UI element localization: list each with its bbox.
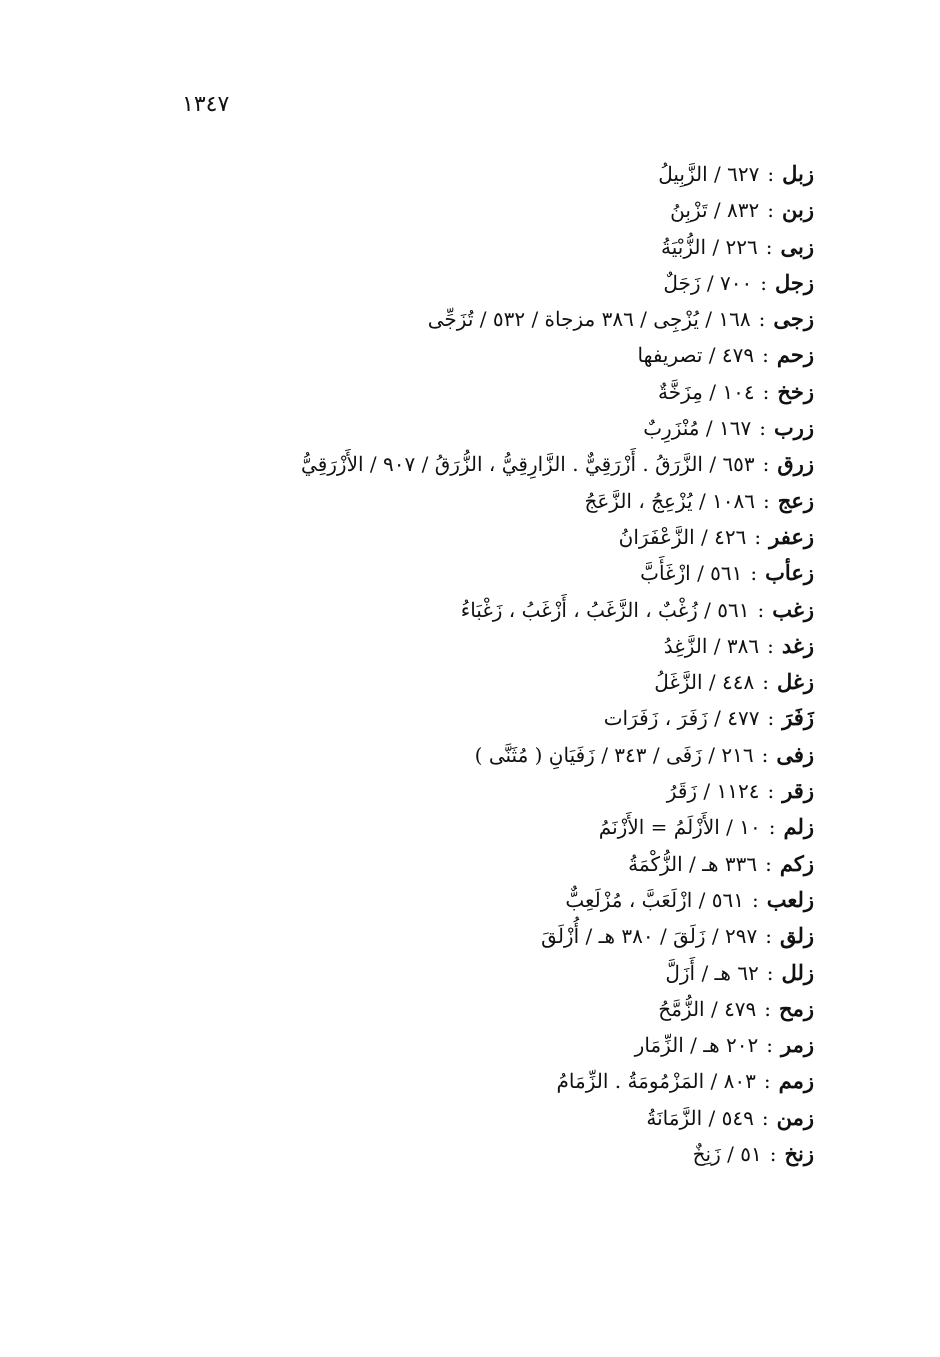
index-entry (94, 592, 814, 628)
index-entry (94, 192, 814, 228)
index-entry (94, 410, 814, 446)
index-entry (94, 156, 814, 192)
entry-references: ٤٢٦ / الزَّعْفَرَانُ (618, 524, 747, 549)
entry-separator: : (762, 452, 770, 477)
entry-root: زنخ (784, 1141, 814, 1167)
entry-references: ٢٢٦ / الزُّبْيَةُ (661, 234, 758, 259)
entry-references: ١١٢٤ / زَقَرُ (666, 779, 760, 804)
entry-root: زقر (782, 778, 814, 804)
index-entry (94, 374, 814, 410)
entry-references: ٢١٦ / زَفَى / ٣٤٣ / زَفَيَانِ ( مُثَنَّى ) (474, 742, 754, 767)
entry-root: زبن (782, 197, 814, 223)
entry-references: ٣٨٦ / الزَّغِدُ (663, 633, 760, 658)
index-entry (94, 555, 814, 591)
entry-root: زغب (772, 596, 814, 622)
entry-separator: : (768, 815, 776, 840)
entry-references: ٥٦١ / زُغْبٌ ، الزَّغَبُ ، أَزْغَبُ ، زَغْبَاءُ (460, 597, 750, 622)
entry-references: ٢٠٢ هـ / الزِّمَار (634, 1033, 759, 1058)
entry-separator: : (751, 887, 759, 912)
entry-root: زرق (777, 451, 814, 477)
entry-references: ١٠٨٦ / يُزْعِجُ ، الزَّعَجُ (584, 488, 756, 513)
index-entry (94, 301, 814, 337)
entry-root: زعأب (765, 560, 814, 586)
entry-separator: : (767, 779, 775, 804)
entry-root: زحم (776, 342, 814, 368)
entry-root: زلم (783, 814, 814, 840)
entry-separator: : (762, 670, 769, 695)
entry-root: زغل (776, 669, 814, 695)
entry-separator: : (766, 1033, 774, 1058)
entry-references: ٤٤٨ / الزَّغَلُ (654, 670, 755, 695)
index-entry (94, 737, 814, 773)
entry-references: ٤٧٩ / تصريفها (637, 343, 755, 368)
index-entry (94, 700, 814, 736)
entry-separator: : (760, 270, 767, 295)
entry-references: ١٦٨ / يُزْجِى / ٣٨٦ مزجاة / ٥٣٢ / تُزَجِّى (427, 307, 751, 332)
entry-separator: : (767, 633, 774, 658)
index-entry (94, 991, 814, 1027)
entry-references: ٨٠٣ / المَزْمُومَةُ . الزِّمَامُ (556, 1069, 756, 1094)
entry-separator: : (759, 416, 766, 441)
entry-root: زمم (778, 1068, 814, 1094)
entry-root: زكم (779, 850, 814, 876)
entry-separator: : (767, 198, 775, 223)
entry-separator: : (767, 706, 775, 731)
entry-separator: : (763, 488, 770, 513)
entry-references: ٦٢ هـ / أَزَلَّ (665, 960, 759, 985)
entry-root: زمن (776, 1104, 814, 1130)
entry-references: ٦٥٣ / الزَّرَقُ . أَزْرَقِيٌّ . الزَّارِقِيُّ ، الزُّرَقُ / ٩٠٧ / الأَزْرَقِيُّ (301, 452, 755, 477)
index-entry (94, 337, 814, 373)
entry-references: ٦٢٧ / الزَّبِيلُ (658, 162, 760, 186)
index-entry (94, 955, 814, 991)
entry-references: ١٠ / الأَزْلَمُ = الأَزْنَمُ (598, 815, 761, 840)
entry-root: زلق (779, 923, 814, 949)
index-entry (94, 446, 814, 482)
index-entry (94, 773, 814, 809)
entry-separator: : (754, 524, 762, 549)
entry-root: زلل (781, 959, 814, 985)
entry-separator: : (761, 1105, 769, 1130)
index-entry (94, 664, 814, 700)
entry-references: ٥٦١ / ازْلَعَبَّ ، مُزْلَعِبٌّ (565, 887, 744, 912)
entry-separator: : (761, 742, 769, 767)
entry-separator: : (767, 162, 775, 186)
entry-references: ٥١ / زَنِخٌ (692, 1142, 762, 1167)
entry-references: ٢٩٧ / زَلَقَ / ٣٨٠ هـ / أُزْلَقَ (541, 924, 758, 949)
entry-references: ٨٣٢ / تَزْبِنُ (670, 198, 760, 223)
index-entry (94, 519, 814, 555)
entry-root: زخخ (777, 378, 814, 404)
entry-references: ٤٧٩ / الزُّمَّحُ (658, 996, 757, 1021)
entry-separator: : (762, 343, 769, 368)
entry-references: ٣٣٦ هـ / الزُّكْمَةُ (628, 851, 758, 876)
entry-root: زغد (781, 632, 814, 658)
entry-separator: : (763, 1069, 771, 1094)
index-entry (94, 1063, 814, 1099)
entry-root: زفى (776, 741, 814, 767)
entry-references: ٥٤٩ / الزَّمَانَةُ (646, 1105, 754, 1130)
entry-separator: : (762, 379, 770, 404)
entry-separator: : (765, 234, 773, 259)
index-entry (94, 628, 814, 664)
entry-root: زعفر (769, 523, 814, 549)
page-number: ١٣٤٧ (182, 92, 230, 117)
entry-root: زَفَرَ (782, 705, 814, 731)
index-entry (94, 1100, 814, 1136)
entry-separator: : (765, 924, 772, 949)
index-entry (94, 265, 814, 301)
index-entry (94, 846, 814, 882)
entry-root: زعج (777, 487, 814, 513)
entry-root: زبى (780, 233, 814, 259)
index-entry (94, 1136, 814, 1172)
entry-separator: : (764, 996, 772, 1021)
entry-separator: : (758, 307, 766, 332)
index-entry (94, 882, 814, 918)
index-entry (94, 229, 814, 265)
entry-separator: : (765, 851, 772, 876)
entry-root: زرب (773, 415, 814, 441)
entry-references: ١٦٧ / مُنْزَرِبٌ (643, 416, 752, 441)
index-entry-list (94, 156, 814, 1172)
index-entry (94, 918, 814, 954)
index-entry (94, 483, 814, 519)
entry-root: زجى (773, 306, 814, 332)
index-entry (94, 809, 814, 845)
entry-root: زمح (779, 995, 814, 1021)
index-entry (94, 1027, 814, 1063)
entry-root: زمر (781, 1032, 814, 1058)
entry-root: زبل (782, 161, 814, 186)
entry-references: ١٠٤ / مِزَخَّةٌ (658, 379, 755, 404)
entry-references: ٥٦١ / ازْغَأَبَّ (640, 561, 743, 586)
entry-references: ٧٠٠ / زَجَلٌ (663, 270, 753, 295)
entry-references: ٤٧٧ / زَفَرَ ، زَفَرَات (603, 706, 760, 731)
entry-separator: : (766, 960, 774, 985)
entry-root: زجل (774, 269, 814, 295)
entry-root: زلعب (766, 886, 814, 912)
entry-separator: : (769, 1142, 777, 1167)
entry-separator: : (757, 597, 765, 622)
entry-separator: : (750, 561, 758, 586)
